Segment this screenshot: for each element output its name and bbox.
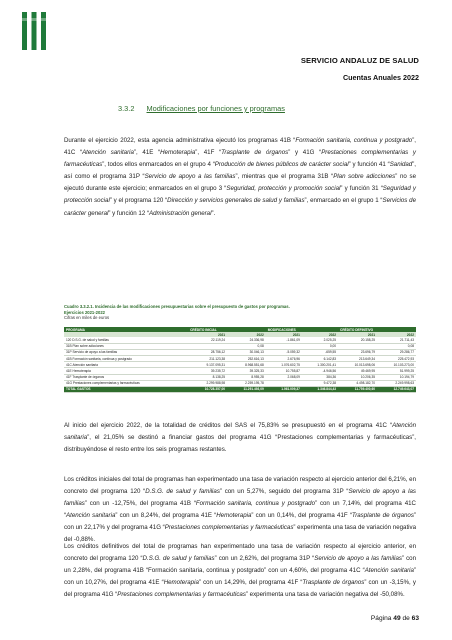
table-cell-value: 30.046,13 [249, 350, 264, 355]
italic-text: Atención sanitaria [364, 567, 414, 575]
italic-text: Servicio de apoyo a las familias [144, 173, 236, 181]
table-cell-value: -659,55 [325, 350, 337, 355]
table-cell-value: 2.299.988,98 [206, 381, 226, 386]
italic-text: Atención sanitaria [66, 512, 116, 520]
table-cell-value: 252.616,13 [247, 356, 264, 361]
page-of: de [402, 615, 410, 622]
table-cell-value: 0,00 [329, 344, 337, 349]
text-run: ”, enmarcado en el grupo 1 “ [304, 197, 383, 205]
budget-modifications-table [64, 327, 416, 393]
text-run: Durante el ejercicio 2022, esta agencia administrativa ejecutó los programas 41B “ [64, 137, 296, 144]
table-cell-value: 1.061.009,37 [266, 386, 302, 392]
table-cell-value: 1.346.844,43 [302, 386, 338, 392]
table-cell-value: 211.123,38 [209, 356, 226, 361]
text-run: ”, 41E “ [133, 149, 161, 157]
col-header-year: 2021 [266, 332, 302, 337]
table-cell-program: 41F Trasplante de órganos [66, 375, 105, 380]
italic-text: Trasplante de órganos [351, 512, 414, 520]
text-run: ” y función 31 “ [340, 185, 383, 193]
table-cell-value: 225.472,93 [398, 356, 414, 361]
italic-text: Hemoterapia [160, 149, 196, 157]
col-header-modificaciones: MODIFICACIONES [266, 327, 338, 332]
text-run: ” con un 0,14%, del programa 41F “ [251, 512, 352, 520]
italic-text: Servicio de apoyo a las familias [314, 555, 402, 563]
italic-text: Prestaciones complementarias y farmacéuticas [117, 591, 246, 599]
table-body [64, 337, 416, 392]
table-caption [64, 304, 290, 321]
paragraph-2 [64, 420, 416, 456]
table-cell-value: 1.076.602,75 [281, 362, 300, 367]
table-caption-unit: Cifras en miles de euros [64, 315, 110, 321]
italic-text: Hemoterapia [216, 512, 252, 520]
table-cell-value: 29.286,77 [399, 350, 414, 355]
text-run: ” con un 22,17% y del programa 41G “ [64, 512, 416, 532]
table-cell-program: 31B Plan sobre adicciones [66, 344, 104, 349]
table-cell-value: 10.013.698,06 [354, 362, 375, 367]
text-run: ”, el 21,05% se destinó a financiar gastos del programa 41G “Prestaciones complementarias y farmacéuticas”, distribuyéndose el resto entre los seis programas restantes. [64, 434, 416, 454]
table-cell-value: 2.249.998,63 [395, 381, 414, 386]
col-header-year: 2022 [377, 332, 416, 337]
italic-text: Atención sanitaria [64, 422, 416, 442]
intro-paragraph [64, 135, 416, 220]
italic-text: Dirección y servicios generales de salud y familias [167, 197, 305, 205]
paragraph-4 [64, 541, 416, 601]
text-run: ” con un 7,14%, del programa 41C “ [64, 500, 416, 520]
text-run: ” no se ejecutó durante este ejercicio; enmarcados en el grupo 3 “ [64, 173, 416, 193]
table-cell-value: 10.728.357,00 [188, 386, 227, 392]
text-run: ” con un 8,24%, del programa 41E “ [115, 512, 217, 520]
table-cell-value: 4.498.182,70 [356, 381, 375, 386]
table-cell-program: 31P Servicio de apoyo a las familias [66, 350, 118, 355]
italic-text: Prestaciones complementarias y farmacéuticas [64, 149, 416, 169]
text-run: ” y función 41 “ [348, 161, 390, 169]
italic-text: Hemoterapia [163, 579, 199, 587]
table-caption-subtitle: Ejercicios 2021-2022 [64, 309, 105, 315]
page-total: 63 [411, 615, 419, 622]
text-run: ”, mientras que el programa 31B “ [235, 173, 334, 181]
table-cell-value: 49.469,95 [360, 368, 375, 373]
italic-text: Producción de bienes públicos de carácter social [214, 161, 349, 169]
table-cell-value: 10.755,87 [285, 368, 300, 373]
italic-text: Formación sanitaria, continua y postgrado [195, 500, 315, 508]
text-run: ” con un 2,28%, del programa 41B “Formación sanitaria, continua y postgrado” con un 4,60%, del programa 41C “ [64, 555, 416, 575]
table-cell-value: 2.025,25 [323, 337, 337, 342]
table-cell-value: 0,08 [407, 344, 414, 349]
page-number: 49 [393, 615, 401, 622]
table-cell-value: 2.259.195,78 [245, 381, 264, 386]
table-cell-value: 22.119,24 [211, 337, 226, 342]
text-run: ”, 41C “ [64, 137, 416, 157]
table-cell-value: 23.696,79 [360, 350, 375, 355]
table-cell-value: 11.759.400,60 [338, 386, 377, 392]
table-cell-value: 21.711,43 [400, 337, 414, 342]
table-cell-program: 41B Formación sanitaria, continua y postgrado [66, 356, 132, 361]
table-cell-value: 2.676,96 [287, 356, 300, 361]
italic-text: Trasplante de órganos [221, 149, 289, 157]
table-cell-value: 1.300.201,41 [317, 362, 337, 367]
section-heading [118, 104, 285, 113]
table-cell-value: 12.749.643,07 [377, 386, 416, 392]
italic-text: Plan sobre adicciones [333, 173, 396, 181]
table-cell-value: 0,08 [257, 344, 264, 349]
italic-text: D.S.G. de salud y familias [142, 555, 215, 563]
table-cell-value: 8.968.551,68 [245, 362, 264, 367]
table-cell-value: 51.999,25 [399, 368, 414, 373]
table-cell-value: 11.291.493,09 [227, 386, 266, 392]
table-cell-value: 10.194,79 [399, 375, 414, 380]
table-row [64, 386, 416, 392]
table-cell-value: 39.325,33 [249, 368, 264, 373]
table-cell-program: 41G Prestaciones complementarias y farmacéuticas [66, 381, 140, 386]
report-title: Cuentas Anuales 2022 [342, 73, 419, 82]
table-cell-value: 10.103.273,00 [393, 362, 414, 367]
col-header-credito-definitivo: CRÉDITO DEFINITIVO [338, 327, 416, 332]
italic-text: Seguridad, protección y promoción social [226, 185, 341, 193]
italic-text: Prestaciones complementarias y farmacéuticas [164, 524, 294, 532]
text-run: ” experimenta una tasa de variación negativa del -50,08%. [245, 591, 405, 599]
table-cell-program: 41C Atención sanitaria [66, 362, 98, 367]
section-number: 3.3.2 [118, 104, 135, 113]
text-run: ” con un -12,75%, del programa 41B “ [84, 500, 196, 508]
col-header-credito-inicial: CRÉDITO INICIAL [188, 327, 266, 332]
italic-text: Atención sanitaria [82, 149, 134, 157]
col-header-year: 2022 [302, 332, 338, 337]
text-run: ” con un 10,27%, del programa 41E “ [64, 567, 416, 587]
italic-text: Servicios de carácter general [64, 197, 416, 217]
text-run: ” con un -3,15%, y del programa 41G “ [64, 579, 416, 599]
table-cell-value: 20.158,25 [360, 337, 375, 342]
junta-andalucia-logo-icon [22, 12, 46, 50]
text-run: ”, así como el programa 31P “ [64, 161, 416, 181]
table-cell-value: 28.756,12 [210, 350, 226, 355]
table-cell-value: 8.955,28 [251, 375, 264, 380]
text-run: ” con un 14,29%, del programa 41F “ [198, 579, 303, 587]
table-cell-program: 41E Hemoterapia [66, 368, 91, 373]
text-run: ”. [211, 209, 216, 217]
paragraph-3 [64, 474, 416, 547]
table-cell-program: TOTAL GASTOS [64, 386, 188, 392]
text-run: ” y función 12 “ [108, 209, 149, 217]
text-run: ” con un 5,27%, seguido del programa 31P “ [219, 488, 349, 496]
text-run: Los créditos definitivos del total de programas han experimentado una tasa de variación respecto al ejercicio anterior, en concreto del programa 120 “ [64, 543, 416, 563]
table-cell-value: 2.068,09 [287, 375, 300, 380]
text-run: ” y 41G “ [288, 149, 322, 157]
italic-text: Trasplante de órganos [302, 579, 365, 587]
table-cell-value: -5.059,32 [286, 350, 300, 355]
text-run: ” y el programa 120 “ [109, 197, 168, 205]
italic-text: Formación sanitaria, continua y postgrado [295, 137, 413, 144]
italic-text: D.S.G. de salud y familias [145, 488, 220, 496]
col-header-year: 2021 [188, 332, 227, 337]
table-cell-value: 9.472,38 [323, 381, 337, 386]
page-footer [371, 615, 419, 622]
table-cell-value: 39.235,72 [210, 368, 226, 373]
table-cell-value: -1.861,09 [286, 337, 300, 342]
page-label: Página [370, 615, 392, 622]
table-cell-value: 8.138,25 [212, 375, 226, 380]
col-header-year: 2021 [338, 332, 377, 337]
text-run: ” con un 2,62%, del programa 31P “ [214, 555, 315, 563]
italic-text: Servicio de apoyo a las familias [64, 488, 416, 508]
text-run: ”, todos ellos enmarcados en el grupo 4 “ [102, 161, 215, 169]
italic-text: Seguridad y protección social [64, 185, 416, 205]
org-name: SERVICIO ANDALUZ DE SALUD [300, 56, 419, 65]
table-cell-value: 213.649,34 [359, 356, 375, 361]
col-header-programa: PROGRAMA [64, 327, 188, 332]
italic-text: Administración general [149, 209, 212, 217]
text-run: ” experimenta una tasa de variación negativa del -0,88%. [64, 524, 416, 544]
table-cell-value: 6.142,83 [323, 356, 337, 361]
text-run: Los créditos iniciales del total de programas han experimentado una tasa de variación respecto al ejercicio anterior del 6,21%, en concreto del programa 120 “ [64, 476, 416, 496]
table-cell-program: 120 D.S.G. de salud y familias [66, 337, 109, 342]
table-cell-value: 10.206,35 [360, 375, 375, 380]
italic-text: Sanidad [389, 161, 413, 169]
col-header-year: 2022 [227, 332, 266, 337]
section-title: Modificaciones por funciones y programas [146, 104, 285, 113]
table-cell-value: 24.336,98 [249, 337, 264, 342]
table-caption-title: Cuadro 3.3.2.1. Incidencia de las modificaciones presupuestarias sobre el presupuesto de gastos por programas. [64, 304, 290, 309]
table-cell-value: 384,36 [326, 375, 337, 380]
table-cell-value: -4.946,56 [322, 368, 337, 373]
table-cell-value: 9.137.095,31 [206, 362, 226, 367]
text-run: Al inicio del ejercicio 2022, de la totalidad de créditos del SAS el 75,83% se presupuestó en el programa 41C “ [64, 422, 393, 429]
text-run: ”, 41F “ [195, 149, 222, 157]
